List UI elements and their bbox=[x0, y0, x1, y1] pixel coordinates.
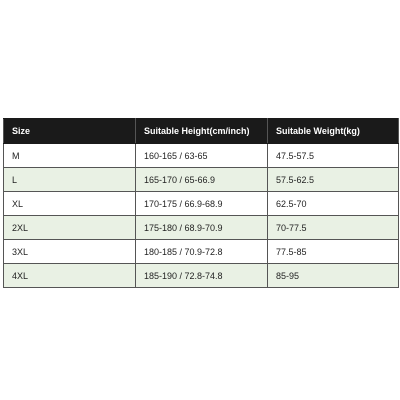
size-cell: 2XL bbox=[4, 216, 136, 240]
height-cell: 165-170 / 65-66.9 bbox=[136, 168, 268, 192]
header-size: Size bbox=[4, 119, 136, 144]
weight-cell: 70-77.5 bbox=[268, 216, 399, 240]
height-cell: 185-190 / 72.8-74.8 bbox=[136, 264, 268, 288]
height-cell: 170-175 / 66.9-68.9 bbox=[136, 192, 268, 216]
weight-cell: 47.5-57.5 bbox=[268, 144, 399, 168]
height-cell: 160-165 / 63-65 bbox=[136, 144, 268, 168]
size-cell: 4XL bbox=[4, 264, 136, 288]
height-cell: 180-185 / 70.9-72.8 bbox=[136, 240, 268, 264]
weight-cell: 77.5-85 bbox=[268, 240, 399, 264]
header-weight: Suitable Weight(kg) bbox=[268, 119, 399, 144]
weight-cell: 57.5-62.5 bbox=[268, 168, 399, 192]
weight-cell: 62.5-70 bbox=[268, 192, 399, 216]
table-row bbox=[4, 168, 399, 192]
table-row bbox=[4, 264, 399, 288]
table-row bbox=[4, 144, 399, 168]
table-row bbox=[4, 192, 399, 216]
height-cell: 175-180 / 68.9-70.9 bbox=[136, 216, 268, 240]
size-chart-table bbox=[3, 118, 399, 288]
size-cell: L bbox=[4, 168, 136, 192]
size-cell: M bbox=[4, 144, 136, 168]
table-row bbox=[4, 216, 399, 240]
size-cell: XL bbox=[4, 192, 136, 216]
header-height: Suitable Height(cm/inch) bbox=[136, 119, 268, 144]
size-cell: 3XL bbox=[4, 240, 136, 264]
header-row bbox=[4, 119, 399, 144]
weight-cell: 85-95 bbox=[268, 264, 399, 288]
table-row bbox=[4, 240, 399, 264]
